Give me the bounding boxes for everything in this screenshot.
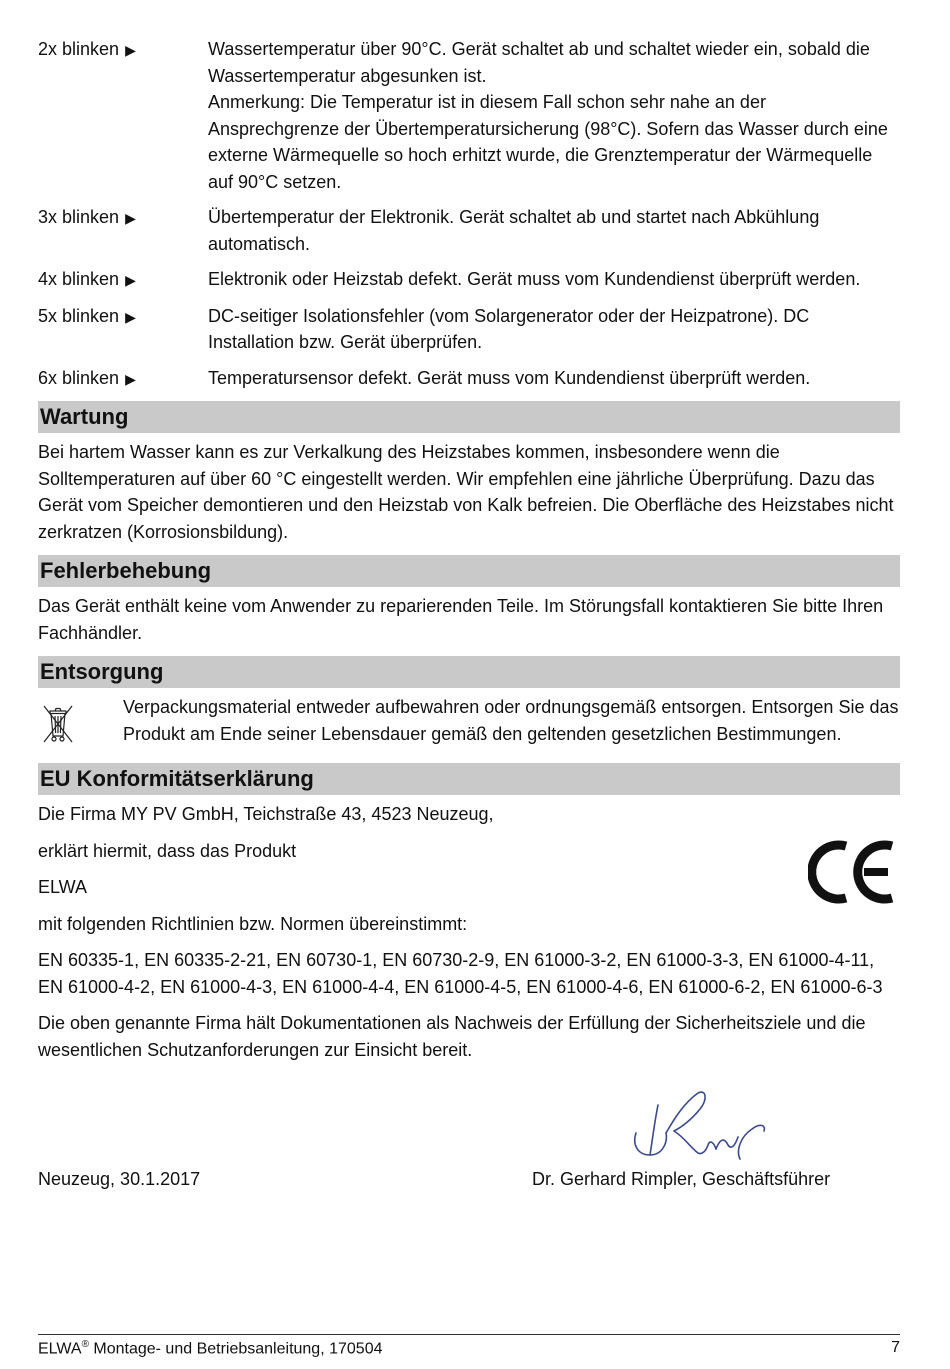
eu-conformity: mit folgenden Richtlinien bzw. Normen übereinstimmt: (38, 913, 468, 934)
section-heading-eu: EU Konformitätserklärung (38, 763, 900, 795)
error-row-3x (38, 204, 900, 257)
arrow-icon: ▶ (125, 42, 136, 58)
error-description: Temperatursensor defekt. Gerät muss vom Kundendienst überprüft werden. (208, 367, 811, 388)
error-code: 5x blinken ▶ (38, 305, 136, 326)
arrow-icon: ▶ (125, 370, 136, 387)
eu-company: Die Firma MY PV GmbH, Teichstraße 43, 4523 Neuzeug, (38, 804, 494, 824)
error-row-4x (38, 266, 900, 294)
section-heading-entsorgung: Entsorgung (38, 656, 900, 688)
error-row-2x (38, 36, 900, 195)
error-description: Übertemperatur der Elektronik. Gerät schaltet ab und startet nach Abkühlung automatisch. (208, 207, 820, 254)
error-row-5x (38, 303, 900, 356)
error-description: Wassertemperatur über 90°C. Gerät schaltet ab und schaltet wieder ein, sobald die Wassertemperatur abgesunken ist. Anmerkung: Die Temperatur ist in diesem Fall schon sehr nahe an der Ansprechgrenze der Übertemperatursicherung (98°C). Sofern das Wasser durch eine externe Wärmequelle so hoch erhitzt wurde, die Grenztemperatur der Wärmequelle auf 90°C setzen. (208, 36, 900, 195)
signature-name: Dr. Gerhard Rimpler, Geschäftsführer (532, 1169, 831, 1189)
eu-norms: EN 60335-1, EN 60335-2-21, EN 60730-1, EN 60730-2-9, EN 61000-3-2, EN 61000-3-3, EN 61000-4-11, EN 61000-4-2, EN 61000-4-3, EN 61000-4-4, EN 61000-4-5, EN 61000-4-6, EN 61000-6-2, EN 61000-6-3 (38, 950, 883, 997)
footer-title: ELWA® Montage- und Betriebsanleitung, 170504 (38, 1339, 383, 1358)
arrow-icon: ▶ (125, 308, 136, 325)
error-code: 2x blinken ▶ (38, 39, 136, 59)
error-code: 4x blinken ▶ (38, 269, 136, 289)
entsorgung-block (38, 694, 900, 751)
eu-declaration (38, 801, 900, 1063)
error-code-list (38, 36, 900, 392)
error-row-6x (38, 365, 900, 393)
document-page (38, 36, 900, 1208)
wartung-text: Bei hartem Wasser kann es zur Verkalkung des Heizstabes kommen, insbesondere wenn die Solltemperaturen auf über 60 °C eingestellt werden. Wir empfehlen eine jährliche Überprüfung. Dazu das Gerät vom Speicher demontieren und den Heizstab von Kalk befreien. Die Oberfläche des Heizstabes nicht zerkratzen (Korrosionsbildung). (38, 442, 894, 542)
eu-declares: erklärt hiermit, dass das Produkt (38, 840, 297, 861)
error-code: 6x blinken ▶ (38, 367, 136, 388)
ce-mark-icon (808, 837, 896, 907)
crossed-out-bin-icon (38, 702, 80, 746)
eu-documentation: Die oben genannte Firma hält Dokumentationen als Nachweis der Erfüllung der Sicherheitsziele und die wesentlichen Schutzanforderungen zur Einsicht bereit. (38, 1013, 866, 1060)
arrow-icon: ▶ (125, 210, 136, 226)
signature-place-date: Neuzeug, 30.1.2017 (38, 1169, 201, 1189)
entsorgung-text: Verpackungsmaterial entweder aufbewahren oder ordnungsgemäß entsorgen. Entsorgen Sie das Produkt am Ende seiner Lebensdauer gemäß den geltenden gesetzlichen Bestimmungen. (123, 697, 899, 744)
section-heading-fehlerbehebung: Fehlerbehebung (38, 555, 900, 587)
signature-area (38, 1073, 900, 1208)
error-description: Elektronik oder Heizstab defekt. Gerät muss vom Kundendienst überprüft werden. (208, 269, 861, 289)
page-number: 7 (891, 1339, 900, 1356)
eu-product: ELWA (38, 877, 88, 897)
fehlerbehebung-text: Das Gerät enthält keine vom Anwender zu reparierenden Teile. Im Störungsfall kontaktieren Sie bitte Ihren Fachhändler. (38, 596, 884, 643)
error-note: Anmerkung: Die Temperatur ist in diesem Fall schon sehr nahe an der Ansprechgrenze der Übertemperatursicherung (98°C). Sofern das Wasser durch eine externe Wärmequelle so hoch erhitzt wurde, die Grenztemperatur der Wärmequelle auf 90°C setzen. (208, 92, 888, 192)
error-code: 3x blinken ▶ (38, 207, 136, 227)
handwritten-signature (628, 1085, 768, 1165)
section-heading-wartung: Wartung (38, 401, 900, 433)
error-description: DC-seitiger Isolationsfehler (vom Solargenerator oder der Heizpatrone). DC Installation bzw. Gerät überprüfen. (208, 305, 810, 352)
page-footer (38, 1334, 900, 1358)
arrow-icon: ▶ (125, 272, 136, 288)
